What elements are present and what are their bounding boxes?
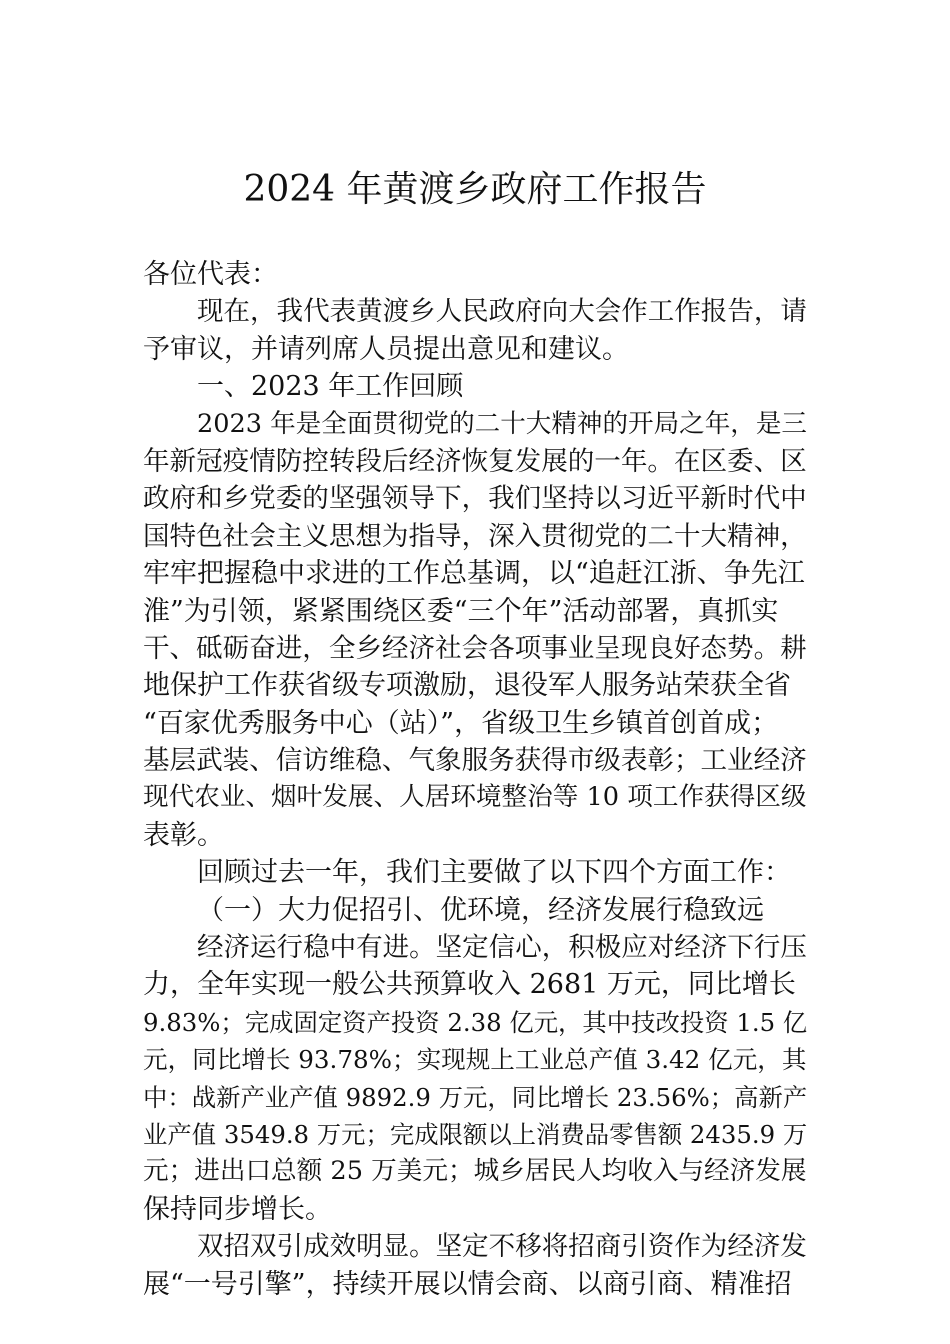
body-line: “百家优秀服务中心（站）”，省级卫生乡镇首创首成；: [143, 707, 779, 739]
body-line: 现代农业、烟叶发展、人居环境整治等 10 项工作获得区级: [143, 782, 807, 813]
body-line: 政府和乡党委的坚强领导下，我们坚持以习近平新时代中: [143, 483, 807, 515]
body-line: 表彰。: [143, 819, 224, 851]
body-line: 基层武装、信访维稳、气象服务获得市级表彰；工业经济: [143, 745, 807, 777]
body-line: 回顾过去一年，我们主要做了以下四个方面工作：: [197, 857, 791, 889]
body-line: 业产值 3549.8 万元；完成限额以上消费品零售额 2435.9 万: [143, 1119, 808, 1149]
body-line: 一、2023 年工作回顾: [197, 371, 464, 403]
document-body: [143, 256, 807, 1303]
body-line: 双招双引成效明显。坚定不移将招商引资作为经济发: [197, 1231, 807, 1263]
body-line: 保持同步增长。: [143, 1193, 332, 1225]
body-line: 9.83%；完成固定资产投资 2.38 亿元，其中技改投资 1.5 亿: [143, 1007, 808, 1037]
body-line: 2023 年是全面贯彻党的二十大精神的开局之年，是三: [197, 408, 807, 439]
body-line: 年新冠疫情防控转段后经济恢复发展的一年。在区委、区: [143, 445, 807, 477]
body-line: 国特色社会主义思想为指导，深入贯彻党的二十大精神，: [143, 520, 807, 552]
body-line: 元；进出口总额 25 万美元；城乡居民人均收入与经济发展: [143, 1156, 807, 1187]
body-line: 牢牢把握稳中求进的工作总基调，以“追赶江浙、争先江: [143, 558, 805, 590]
salutation: 各位代表：: [143, 259, 278, 290]
body-line: 淮”为引领，紧紧围绕区委“三个年”活动部署，真抓实: [143, 595, 779, 627]
body-line: 中：战新产业产值 9892.9 万元，同比增长 23.56%；高新产: [143, 1082, 808, 1112]
document-title: 2024 年黄渡乡政府工作报告: [243, 169, 707, 210]
body-line: （一）大力促招引、优环境，经济发展行稳致远: [197, 894, 764, 926]
body-line: 地保护工作获省级专项激励，退役军人服务站荣获全省: [143, 670, 791, 702]
body-line: 干、砥砺奋进，全乡经济社会各项事业呈现良好态势。耕: [143, 632, 807, 664]
body-line: 展“一号引擎”，持续开展以情会商、以商引商、精准招: [143, 1268, 792, 1300]
body-line: 经济运行稳中有进。坚定信心，积极应对经济下行压: [197, 932, 807, 964]
body-line: 现在，我代表黄渡乡人民政府向大会作工作报告，请: [197, 296, 807, 328]
body-line: 元，同比增长 93.78%；实现规上工业总产值 3.42 亿元，其: [143, 1045, 807, 1075]
body-line: 力，全年实现一般公共预算收入 2681 万元，同比增长: [143, 969, 796, 1001]
body-line: 予审议，并请列席人员提出意见和建议。: [143, 333, 629, 365]
